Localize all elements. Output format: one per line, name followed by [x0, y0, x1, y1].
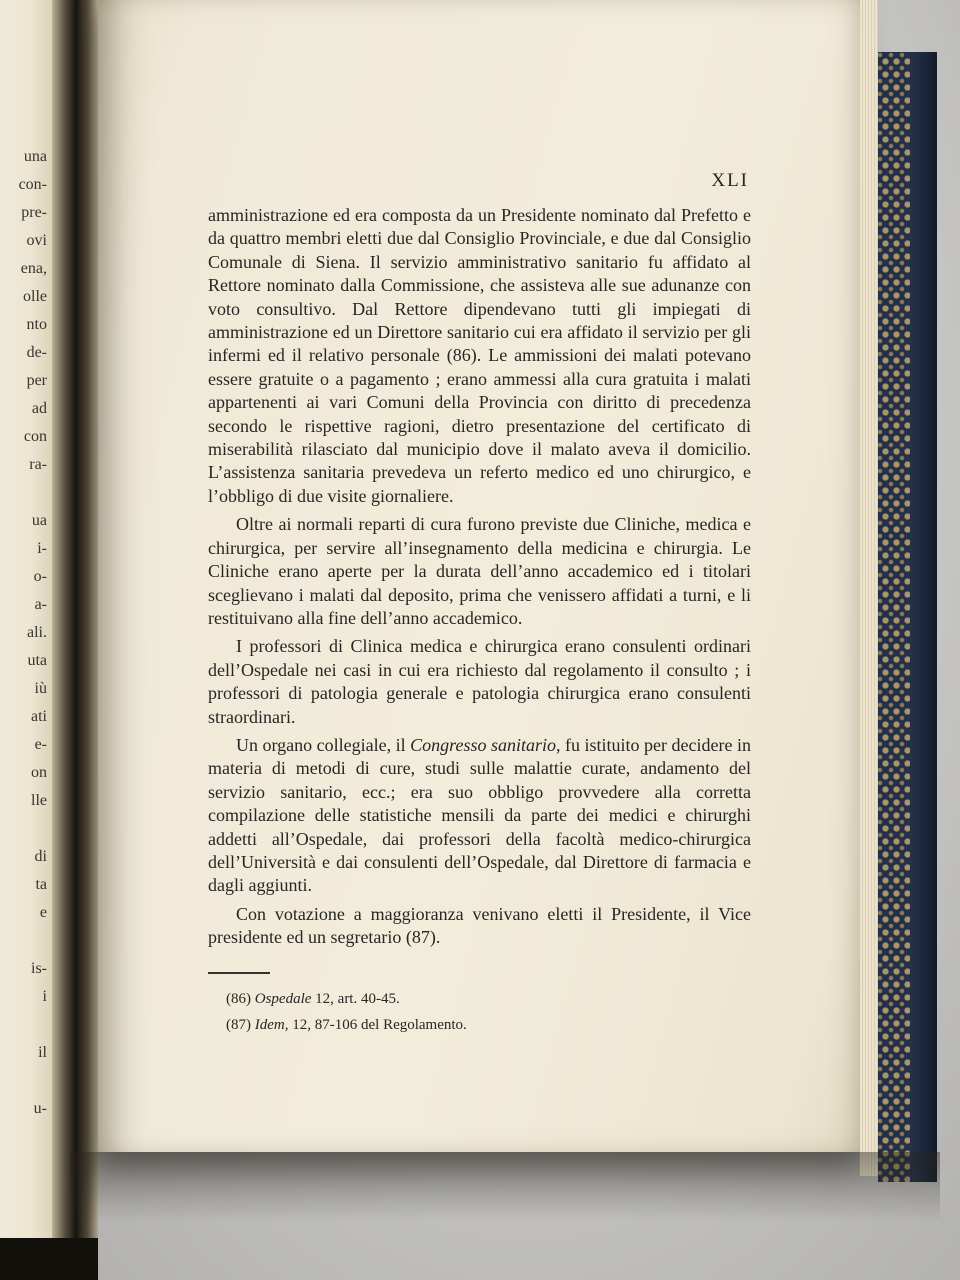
page-number: XLI	[711, 170, 749, 191]
left-page-fragment: ra-	[29, 456, 47, 473]
left-page-fragment: con-	[18, 176, 47, 193]
left-page-fragment: e	[39, 904, 47, 921]
left-page-fragment: il	[38, 1044, 47, 1061]
left-page-fragment: di	[34, 848, 47, 865]
left-page-fragment: is-	[31, 960, 47, 977]
paragraph-3: I professori di Clinica medica e chirurgica erano consulenti ordinari dell’Ospedale nei casi in cui era richiesto dal regolamento il consulto ; i professori di patologia generale e patologia chirurgica erano consulenti straordinari.	[208, 636, 751, 727]
footnote-87-marker: (87)	[226, 1016, 255, 1033]
left-page-fragment: i-	[37, 540, 47, 557]
left-page-fragments	[4, 148, 47, 1128]
paragraph-4-text: Un organo collegiale, il	[236, 734, 411, 755]
left-page-fragment: i	[42, 988, 47, 1005]
cover-board-edge	[910, 52, 937, 1182]
left-page-fragment	[4, 1016, 47, 1044]
left-page-fragment: iù	[34, 680, 47, 697]
paragraph-1: amministrazione ed era composta da un Presidente nominato dal Prefetto e da quattro membri eletti due dal Consiglio Provinciale, e due dal Consiglio Comunale di Siena. Il servizio amministrativo sanitario fu affidato al Rettore nominato dalla Commissione, che assisteva alle sue adunanze con voto consultivo. Dal Rettore dipendevano tutti gli impiegati di amministrazione ed un Direttore sanitario cui era affidato il servizio per gli infermi ed il relativo personale (86). Le ammissioni dei malati potevano essere gratuite o a pagamento ; erano ammessi alla cura gratuita i malati appartenenti ai vari Comuni della Provincia con diritto di precedenza secondo le rispettive ragioni, dietro presentazione del certificato di miserabilità rilasciato dal municipio dove il malato aveva il domicilio. L’assistenza sanitaria prevedeva un referto medico ed uno chirurgico, e l’obbligo di due visite giornaliere.	[208, 205, 751, 506]
shadow-corner	[0, 1238, 98, 1280]
right-page	[98, 0, 860, 1152]
left-page-fragment: ua	[31, 512, 47, 529]
left-page-fragment	[4, 932, 47, 960]
left-page-fragment: o-	[33, 568, 47, 585]
paragraph-2: Oltre ai normali reparti di cura furono previste due Cliniche, medica e chirurgica, per servire all’insegnamento della medicina e chirurgia. Le Cliniche erano aperte per la durata dell’anno accademico ed i titolari sceglievano i malati dal deposito, prima che venissero affidati a turni, e li restituivano alla fine dell’anno accademico.	[208, 514, 751, 628]
left-page-fragment	[4, 484, 47, 512]
footnote-87-italic: Idem	[254, 1016, 285, 1033]
footnote-87	[208, 1014, 751, 1036]
left-page-fragment	[4, 1072, 47, 1100]
left-page-fragment: nto	[26, 316, 47, 333]
left-page-fragment: de-	[26, 344, 47, 361]
paragraph-4-text-cont: , fu istituito per decidere in materia di metodi di cure, studi sulle malattie curate, andamento del servizio sanitario, ecc.; era suo obbligo provvedere alla corretta compilazione delle statistiche mensili da parte dei medici e chirurghi addetti all’Ospedale, dai professori della facoltà medico-chirurgica dell’Università e dai consulenti dell’Ospedale, dal Direttore di farmacia e dagli aggiunti.	[208, 734, 752, 896]
cover-pattern-strip	[878, 52, 910, 1182]
left-page-fragment: a-	[34, 596, 47, 613]
footnote-86-marker: (86)	[226, 990, 255, 1007]
left-page-fragment: u-	[33, 1100, 47, 1117]
left-page-fragment: ali.	[27, 624, 47, 641]
book-gutter-shadow	[52, 0, 98, 1280]
footnote-rule	[208, 972, 270, 974]
page-text-block	[208, 170, 751, 1036]
footnote-87-text: , 12, 87-106 del Regolamento.	[284, 1016, 467, 1033]
left-page-fragment: ovi	[26, 232, 47, 249]
left-page-fragment: lle	[31, 792, 47, 809]
left-page-fragment: ena,	[20, 260, 47, 277]
left-page-edge	[0, 0, 52, 1238]
book-bottom-shadow	[70, 1152, 940, 1222]
left-page-fragment: on	[31, 764, 47, 781]
left-page-fragment: ad	[31, 400, 47, 417]
page-fore-edge-stack	[860, 0, 878, 1176]
paragraph-5: Con votazione a maggioranza venivano eletti il Presidente, il Vice presidente ed un segretario (87).	[208, 903, 751, 948]
footnote-86-italic: Ospedale	[254, 990, 312, 1007]
left-page-fragment: pre-	[21, 204, 47, 221]
left-page-fragment: uta	[27, 652, 47, 669]
left-page-fragment: e-	[34, 736, 47, 753]
left-page-fragment: con	[23, 428, 47, 445]
left-page-fragment: per	[26, 372, 47, 389]
left-page-fragment: olle	[23, 288, 47, 305]
footnote-86	[208, 988, 751, 1010]
left-page-fragment: una	[23, 148, 47, 165]
left-page-fragment: ta	[35, 876, 47, 893]
paragraph-4-italic: Congresso sanitario	[410, 734, 557, 755]
left-page-fragment: ati	[31, 708, 47, 725]
left-page-fragment	[4, 820, 47, 848]
paragraph-4	[208, 734, 751, 898]
footnote-86-text: 12, art. 40-45.	[311, 990, 400, 1007]
